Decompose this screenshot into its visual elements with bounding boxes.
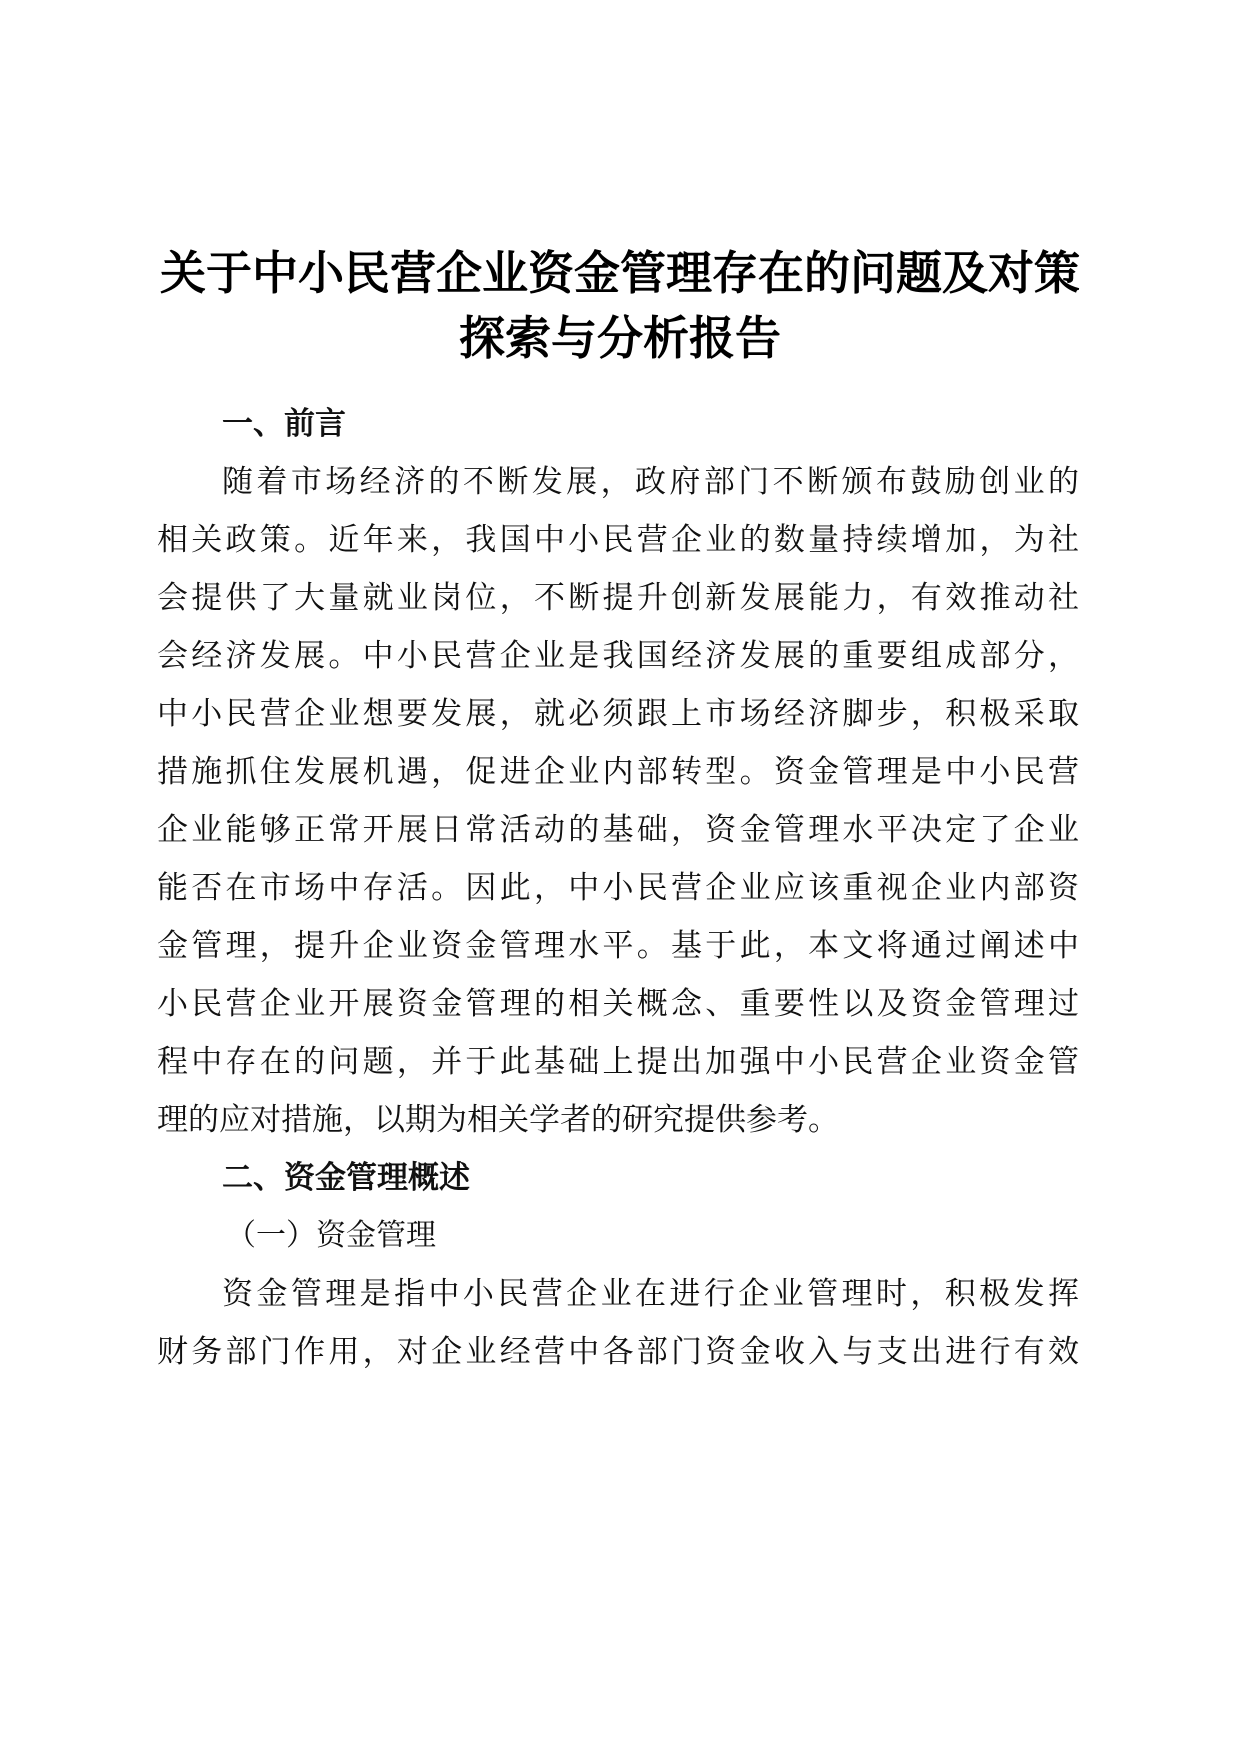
paragraph-line: 小民营企业开展资金管理的相关概念、重要性以及资金管理过 — [157, 986, 1079, 1022]
paragraph-line: 会提供了大量就业岗位，不断提升创新发展能力，有效推动社 — [157, 580, 1079, 616]
paragraph-line: 程中存在的问题，并于此基础上提出加强中小民营企业资金管 — [157, 1044, 1079, 1080]
paragraph-line: 金管理，提升企业资金管理水平。基于此，本文将通过阐述中 — [157, 928, 1079, 964]
document-title-line-2: 探索与分析报告 — [459, 311, 781, 365]
paragraph-line: 理的应对措施，以期为相关学者的研究提供参考。 — [157, 1102, 839, 1138]
paragraph-line: 中小民营企业想要发展，就必须跟上市场经济脚步，积极采取 — [157, 696, 1079, 732]
document-title-line-1: 关于中小民营企业资金管理存在的问题及对策 — [160, 246, 1080, 300]
paragraph-line: 相关政策。近年来，我国中小民营企业的数量持续增加，为社 — [157, 522, 1079, 558]
paragraph-line: 措施抓住发展机遇，促进企业内部转型。资金管理是中小民营 — [157, 754, 1079, 790]
paragraph-line: 资金管理是指中小民营企业在进行企业管理时，积极发挥 — [222, 1276, 1079, 1312]
paragraph-line: 能否在市场中存活。因此，中小民营企业应该重视企业内部资 — [157, 870, 1079, 906]
paragraph-line: 企业能够正常开展日常活动的基础，资金管理水平决定了企业 — [157, 812, 1079, 848]
section-heading-preface: 一、前言 — [222, 406, 346, 442]
paragraph-line: 随着市场经济的不断发展，政府部门不断颁布鼓励创业的 — [222, 464, 1079, 500]
paragraph-line: 会经济发展。中小民营企业是我国经济发展的重要组成部分， — [157, 638, 1079, 674]
section-heading-overview: 二、资金管理概述 — [222, 1160, 470, 1196]
paragraph-line: 财务部门作用，对企业经营中各部门资金收入与支出进行有效 — [157, 1334, 1079, 1370]
subsection-heading: （一）资金管理 — [226, 1218, 436, 1253]
